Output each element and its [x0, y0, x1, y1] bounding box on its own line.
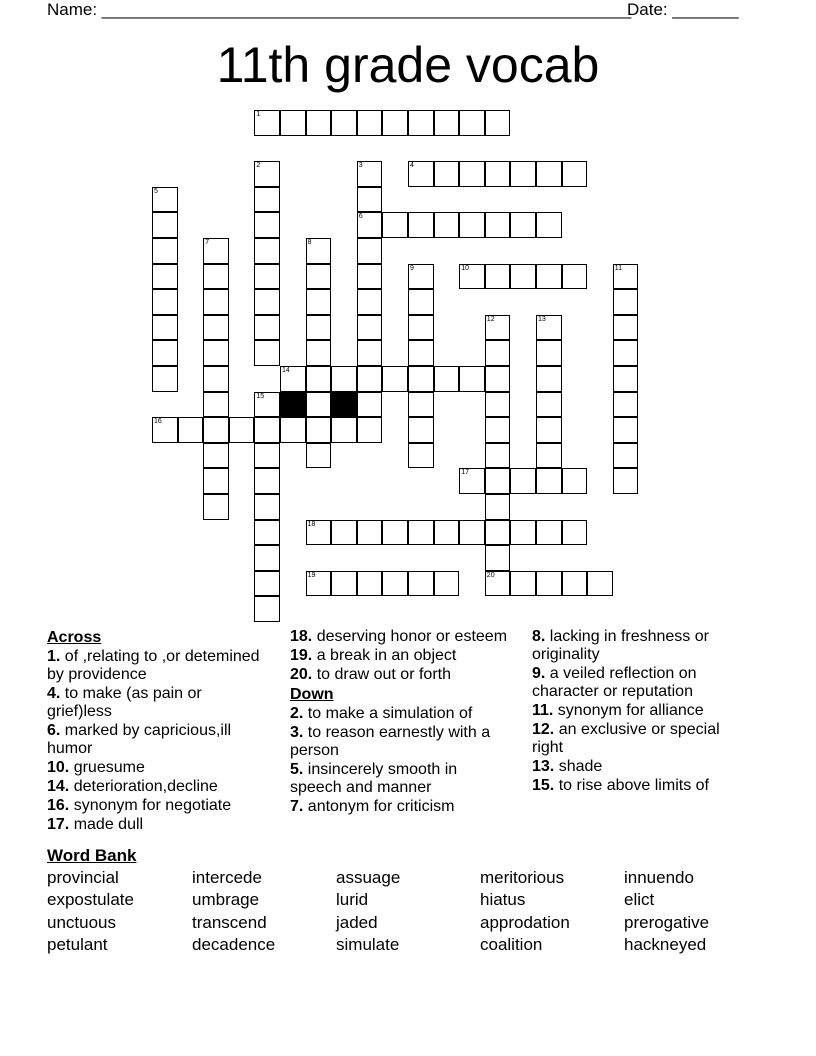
grid-cell[interactable] — [613, 264, 639, 290]
grid-cell[interactable] — [280, 417, 306, 443]
grid-cell[interactable] — [331, 417, 357, 443]
grid-cell[interactable] — [408, 520, 434, 546]
grid-cell[interactable] — [434, 571, 460, 597]
clue-text: to draw out or forth — [312, 666, 451, 683]
grid-cell[interactable] — [203, 443, 229, 469]
grid-cell[interactable] — [536, 340, 562, 366]
grid-cell[interactable] — [485, 520, 511, 546]
grid-cell[interactable] — [536, 443, 562, 469]
clue-number: 13. — [532, 758, 555, 775]
clue-number: 16. — [47, 797, 70, 814]
word-bank-item: simulate — [336, 935, 400, 954]
across-heading: Across — [47, 629, 102, 646]
clue-number: 17. — [47, 816, 70, 833]
grid-cell[interactable] — [254, 571, 280, 597]
grid-cell[interactable] — [536, 161, 562, 187]
clue — [532, 758, 750, 776]
grid-cell[interactable] — [254, 443, 280, 469]
word-bank-item: expostulate — [47, 890, 134, 909]
word-bank-item: decadence — [192, 935, 276, 954]
grid-cell[interactable] — [485, 392, 511, 418]
clue-text: insincerely smooth in speech and manner — [290, 761, 458, 796]
grid-cell[interactable] — [254, 264, 280, 290]
grid-cell[interactable] — [254, 289, 280, 315]
clue — [532, 777, 750, 795]
grid-cell[interactable] — [382, 366, 408, 392]
clue-text: of ,relating to ,or detemined by providence — [47, 648, 260, 683]
grid-cell[interactable] — [357, 392, 383, 418]
grid-cell[interactable] — [331, 366, 357, 392]
grid-cell[interactable] — [331, 110, 357, 136]
grid-cell[interactable] — [485, 212, 511, 238]
grid-cell[interactable] — [357, 110, 383, 136]
word-bank-item: petulant — [47, 935, 108, 954]
grid-cell[interactable] — [613, 340, 639, 366]
clue — [290, 705, 508, 723]
grid-cell[interactable] — [459, 264, 485, 290]
grid-cell[interactable] — [306, 366, 332, 392]
clue-number: 20. — [290, 666, 313, 683]
grid-cell[interactable] — [306, 392, 332, 418]
grid-cell[interactable] — [254, 520, 280, 546]
grid-cell[interactable] — [357, 187, 383, 213]
clue-text: an exclusive or special right — [532, 721, 720, 756]
grid-cell[interactable] — [408, 315, 434, 341]
clue-number: 15. — [532, 777, 555, 794]
grid-cell[interactable] — [203, 340, 229, 366]
date-line: _______ — [672, 0, 739, 19]
grid-cell[interactable] — [254, 110, 280, 136]
grid-cell[interactable] — [485, 161, 511, 187]
clue-number: 9. — [532, 665, 546, 682]
grid-cell[interactable] — [485, 110, 511, 136]
clue-number: 8. — [532, 628, 546, 645]
clue — [47, 759, 265, 777]
grid-cell[interactable] — [562, 264, 588, 290]
clue-text: a break in an object — [312, 647, 457, 664]
grid-cell[interactable] — [280, 366, 306, 392]
grid-cell[interactable] — [203, 289, 229, 315]
grid-cell[interactable] — [357, 366, 383, 392]
grid-cell[interactable] — [357, 264, 383, 290]
grid-cell[interactable] — [382, 571, 408, 597]
grid-cell[interactable] — [485, 340, 511, 366]
clue — [47, 816, 265, 834]
clue-number: 4 — [410, 162, 414, 170]
grid-cell[interactable] — [459, 520, 485, 546]
grid-cell[interactable] — [408, 443, 434, 469]
clue-number: 14 — [282, 367, 290, 374]
clue-text: a veiled reflection on character or reputation — [532, 665, 697, 700]
grid-cell[interactable] — [254, 417, 280, 443]
grid-cell[interactable] — [254, 545, 280, 571]
clue-number: 7 — [205, 239, 210, 246]
word-bank-item: meritorious — [480, 868, 565, 887]
clue-number: 5 — [154, 187, 158, 195]
grid-cell[interactable] — [510, 468, 536, 494]
grid-cell[interactable] — [510, 264, 536, 290]
grid-cell[interactable] — [357, 289, 383, 315]
clue-number: 20 — [486, 571, 495, 579]
grid-cell[interactable] — [562, 520, 588, 546]
grid-cell[interactable] — [254, 187, 280, 213]
word-bank-item: transcend — [192, 913, 267, 932]
clue-text: shade — [554, 758, 603, 775]
grid-cell[interactable] — [152, 212, 178, 238]
clue — [47, 797, 265, 815]
grid-cell[interactable] — [306, 417, 332, 443]
grid-cell[interactable] — [536, 468, 562, 494]
clue-text: marked by capricious,ill humor — [47, 722, 232, 757]
grid-cell[interactable] — [408, 417, 434, 443]
black-cell — [280, 392, 306, 418]
grid-cell[interactable] — [536, 571, 562, 597]
clue-number: 2 — [256, 162, 261, 170]
grid-cell[interactable] — [357, 417, 383, 443]
grid-cell[interactable] — [613, 443, 639, 469]
clue-text: made dull — [69, 816, 144, 833]
grid-cell[interactable] — [152, 264, 178, 290]
clue-number: 10 — [461, 264, 469, 272]
clue-number: 5. — [290, 761, 304, 778]
clue-number: 8 — [307, 239, 312, 246]
clue-number: 3. — [290, 724, 304, 741]
grid-cell[interactable] — [306, 264, 332, 290]
clue-number: 11 — [614, 264, 623, 272]
grid-cell[interactable] — [510, 571, 536, 597]
clue-text: gruesume — [69, 759, 145, 776]
grid-cell[interactable] — [357, 340, 383, 366]
grid-cell[interactable] — [254, 238, 280, 264]
clue — [47, 685, 265, 721]
grid-cell[interactable] — [357, 315, 383, 341]
grid-cell[interactable] — [203, 392, 229, 418]
clue-text: to make a simulation of — [303, 705, 473, 722]
grid-cell[interactable] — [459, 366, 485, 392]
grid-cell[interactable] — [382, 212, 408, 238]
clue-number: 16 — [154, 418, 162, 426]
grid-cell[interactable] — [562, 571, 588, 597]
clue-number: 11. — [532, 702, 554, 719]
grid-cell[interactable] — [459, 110, 485, 136]
grid-cell[interactable] — [203, 315, 229, 341]
clue-number: 13 — [538, 315, 546, 323]
grid-cell[interactable] — [152, 289, 178, 315]
clue-number: 2. — [290, 705, 304, 722]
clue-number: 12 — [486, 315, 495, 323]
word-bank-item: umbrage — [192, 890, 260, 909]
clue-number: 14. — [47, 778, 70, 795]
grid-cell[interactable] — [510, 161, 536, 187]
grid-cell[interactable] — [254, 392, 280, 418]
black-cell — [331, 392, 357, 418]
grid-cell[interactable] — [306, 340, 332, 366]
grid-cell[interactable] — [485, 545, 511, 571]
clue-number: 1. — [47, 648, 61, 665]
grid-cell[interactable] — [613, 417, 639, 443]
clue — [47, 778, 265, 796]
grid-cell[interactable] — [178, 417, 204, 443]
grid-cell[interactable] — [485, 417, 511, 443]
clue-text: antonym for criticism — [303, 798, 455, 815]
grid-cell[interactable] — [280, 110, 306, 136]
clue — [290, 798, 508, 816]
grid-cell[interactable] — [152, 187, 178, 213]
grid-cell[interactable] — [459, 161, 485, 187]
grid-cell[interactable] — [382, 110, 408, 136]
word-bank-item: assuage — [336, 868, 401, 887]
word-bank-item: lurid — [336, 890, 369, 909]
grid-cell[interactable] — [613, 315, 639, 341]
grid-cell[interactable] — [408, 392, 434, 418]
clue-text: lacking in freshness or originality — [532, 628, 709, 663]
grid-cell[interactable] — [459, 468, 485, 494]
grid-cell[interactable] — [408, 264, 434, 290]
grid-cell[interactable] — [357, 238, 383, 264]
word-bank-item: jaded — [336, 913, 378, 932]
clue-text: to make (as pain or grief)less — [47, 685, 202, 720]
clue-text: deterioration,decline — [69, 778, 218, 795]
name-line: ________________________________________________________ — [101, 0, 632, 19]
clue-number: 6 — [358, 213, 363, 221]
grid-cell[interactable] — [382, 520, 408, 546]
grid-cell[interactable] — [306, 238, 332, 264]
clues-column-2 — [290, 628, 508, 817]
clue — [532, 665, 750, 701]
clue — [47, 722, 265, 758]
word-bank-item: innuendo — [624, 868, 694, 887]
grid-cell[interactable] — [306, 571, 332, 597]
grid-cell[interactable] — [536, 417, 562, 443]
grid-cell[interactable] — [203, 366, 229, 392]
grid-cell[interactable] — [562, 161, 588, 187]
grid-cell[interactable] — [203, 238, 229, 264]
clue — [290, 761, 508, 797]
clue-text: deserving honor or esteem — [312, 628, 508, 645]
grid-cell[interactable] — [613, 392, 639, 418]
grid-cell[interactable] — [485, 443, 511, 469]
clue-number: 12. — [532, 721, 555, 738]
clue-number: 18 — [307, 520, 316, 528]
grid-cell[interactable] — [306, 315, 332, 341]
grid-cell[interactable] — [203, 494, 229, 520]
date-field[interactable] — [627, 0, 739, 20]
word-bank-item: hiatus — [480, 890, 526, 909]
grid-cell[interactable] — [152, 366, 178, 392]
grid-cell[interactable] — [434, 366, 460, 392]
clue — [532, 628, 750, 664]
word-bank-item: prerogative — [624, 913, 710, 932]
clue — [47, 648, 265, 684]
grid-cell[interactable] — [536, 315, 562, 341]
grid-cell[interactable] — [408, 340, 434, 366]
grid-cell[interactable] — [485, 468, 511, 494]
date-label: Date: — [627, 0, 673, 19]
word-bank-item: provincial — [47, 868, 119, 887]
grid-cell[interactable] — [536, 520, 562, 546]
name-field[interactable] — [47, 0, 631, 20]
word-bank-item: hackneyed — [624, 935, 707, 954]
grid-cell[interactable] — [254, 340, 280, 366]
grid-cell[interactable] — [613, 289, 639, 315]
grid-cell[interactable] — [306, 289, 332, 315]
word-bank-title: Word Bank — [47, 846, 137, 865]
grid-cell[interactable] — [152, 315, 178, 341]
grid-cell[interactable] — [357, 212, 383, 238]
grid-cell[interactable] — [536, 264, 562, 290]
grid-cell[interactable] — [203, 264, 229, 290]
grid-cell[interactable] — [485, 264, 511, 290]
grid-cell[interactable] — [357, 520, 383, 546]
grid-cell[interactable] — [254, 494, 280, 520]
clue-number: 18. — [290, 628, 313, 645]
grid-cell[interactable] — [203, 468, 229, 494]
word-bank-item: elict — [624, 890, 655, 909]
clue — [532, 702, 750, 720]
grid-cell[interactable] — [357, 161, 383, 187]
grid-cell[interactable] — [306, 110, 332, 136]
grid-cell[interactable] — [510, 212, 536, 238]
grid-cell[interactable] — [331, 571, 357, 597]
grid-cell[interactable] — [510, 520, 536, 546]
clue-text: synonym for negotiate — [69, 797, 232, 814]
word-bank-item: approdation — [480, 913, 570, 932]
page-title: 11th grade vocab — [216, 37, 600, 93]
clue-number: 15 — [256, 392, 265, 400]
clue-number: 19. — [290, 647, 313, 664]
grid-cell[interactable] — [357, 571, 383, 597]
grid-cell[interactable] — [229, 417, 255, 443]
clue-number: 19 — [307, 571, 316, 579]
grid-cell[interactable] — [254, 315, 280, 341]
grid-cell[interactable] — [434, 520, 460, 546]
grid-cell[interactable] — [254, 161, 280, 187]
clue-text: to rise above limits of — [554, 777, 709, 794]
grid-cell[interactable] — [306, 520, 332, 546]
clue-number: 17 — [461, 469, 469, 477]
clues-column-1 — [47, 628, 265, 835]
clue — [290, 666, 508, 684]
grid-cell[interactable] — [408, 366, 434, 392]
grid-cell[interactable] — [613, 468, 639, 494]
clue-number: 3 — [358, 162, 363, 170]
word-bank-item: unctuous — [47, 913, 116, 932]
grid-cell[interactable] — [408, 161, 434, 187]
clue-number: 1 — [256, 111, 261, 118]
word-bank-item: intercede — [192, 868, 262, 887]
grid-cell[interactable] — [408, 289, 434, 315]
grid-cell[interactable] — [434, 161, 460, 187]
clue-number: 6. — [47, 722, 61, 739]
clue-number: 7. — [290, 798, 304, 815]
grid-cell[interactable] — [254, 468, 280, 494]
grid-cell[interactable] — [254, 212, 280, 238]
grid-cell[interactable] — [485, 571, 511, 597]
clue-number: 10. — [47, 759, 70, 776]
grid-cell[interactable] — [536, 212, 562, 238]
grid-cell[interactable] — [536, 366, 562, 392]
grid-cell[interactable] — [613, 366, 639, 392]
grid-cell[interactable] — [306, 443, 332, 469]
clue-text: synonym for alliance — [553, 702, 704, 719]
grid-cell[interactable] — [254, 596, 280, 622]
clue — [290, 724, 508, 760]
grid-cell[interactable] — [459, 212, 485, 238]
grid-cell[interactable] — [408, 571, 434, 597]
grid-cell[interactable] — [485, 315, 511, 341]
clue — [290, 628, 508, 646]
grid-cell[interactable] — [485, 366, 511, 392]
grid-cell[interactable] — [152, 417, 178, 443]
grid-cell[interactable] — [562, 468, 588, 494]
grid-cell[interactable] — [587, 571, 613, 597]
clues-column-3 — [532, 628, 750, 796]
clue-number: 4. — [47, 685, 61, 702]
grid-cell[interactable] — [408, 212, 434, 238]
grid-cell[interactable] — [408, 110, 434, 136]
grid-cell[interactable] — [434, 110, 460, 136]
grid-cell[interactable] — [434, 212, 460, 238]
clue-text: to reason earnestly with a person — [290, 724, 491, 759]
grid-cell[interactable] — [152, 340, 178, 366]
clue — [532, 721, 750, 757]
grid-cell[interactable] — [152, 238, 178, 264]
down-heading: Down — [290, 686, 334, 703]
word-bank-item: coalition — [480, 935, 543, 954]
grid-cell[interactable] — [203, 417, 229, 443]
name-label: Name: — [47, 0, 102, 19]
clue-number: 9 — [410, 264, 414, 272]
grid-cell[interactable] — [536, 392, 562, 418]
grid-cell[interactable] — [485, 494, 511, 520]
clue — [290, 647, 508, 665]
grid-cell[interactable] — [331, 520, 357, 546]
